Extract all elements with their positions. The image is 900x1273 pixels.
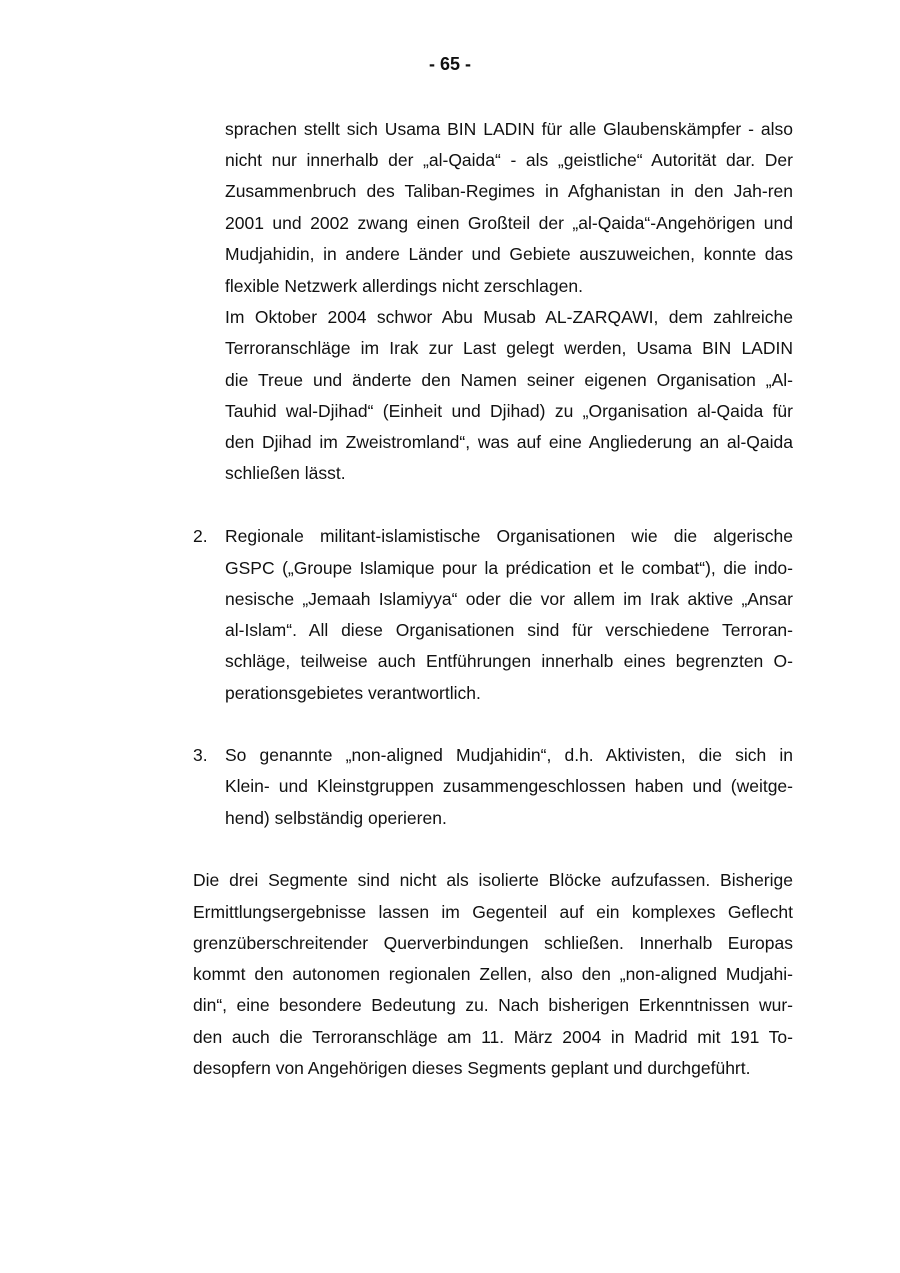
list-number: 3. — [193, 745, 208, 765]
text-line: schließen lässt. — [225, 463, 346, 483]
text-line: grenzüberschreitender Querverbindungen schließen. Innerhalb Europas — [193, 933, 793, 953]
text-line: den auch die Terroranschläge am 11. März 2004 in Madrid mit 191 To- — [193, 1027, 793, 1047]
text-line: desopfern von Angehörigen dieses Segments geplant und durchgeführt. — [193, 1058, 751, 1078]
text-line: Mudjahidin, in andere Länder und Gebiete auszuweichen, konnte das — [225, 244, 793, 264]
text-line: 2001 und 2002 zwang einen Großteil der „al-Qaida“-Angehörigen und — [225, 213, 793, 233]
text-line: Ermittlungsergebnisse lassen im Gegenteil auf ein komplexes Geflecht — [193, 902, 793, 922]
text-line: hend) selbständig operieren. — [225, 808, 447, 828]
text-line: flexible Netzwerk allerdings nicht zerschlagen. — [225, 276, 583, 296]
text-line: GSPC („Groupe Islamique pour la prédication et le combat“), die indo- — [225, 558, 793, 578]
text-line: die Treue und änderte den Namen seiner eigenen Organisation „Al- — [225, 370, 793, 390]
text-line: nicht nur innerhalb der „al-Qaida“ - als „geistliche“ Autorität dar. Der — [225, 150, 793, 170]
text-line: Die drei Segmente sind nicht als isolierte Blöcke aufzufassen. Bisherige — [193, 870, 793, 890]
text-line: Regionale militant-islamistische Organisationen wie die algerische — [225, 526, 793, 546]
text-line: Terroranschläge im Irak zur Last gelegt werden, Usama BIN LADIN — [225, 338, 793, 358]
text-line: Klein- und Kleinstgruppen zusammengeschlossen haben und (weitge- — [225, 776, 793, 796]
list-number: 2. — [193, 526, 208, 546]
text-line: den Djihad im Zweistromland“, was auf eine Angliederung an al-Qaida — [225, 432, 793, 452]
text-line: al-Islam“. All diese Organisationen sind für verschiedene Terroran- — [225, 620, 793, 640]
text-line: din“, eine besondere Bedeutung zu. Nach bisherigen Erkenntnissen wur- — [193, 995, 793, 1015]
text-line: kommt den autonomen regionalen Zellen, also den „non-aligned Mudjahi- — [193, 964, 793, 984]
page-number: - 65 - — [428, 54, 471, 74]
text-line: nesische „Jemaah Islamiyya“ oder die vor allem im Irak aktive „Ansar — [225, 589, 793, 609]
text-line: Tauhid wal-Djihad“ (Einheit und Djihad) zu „Organisation al-Qaida für — [225, 401, 793, 421]
text-line: schläge, teilweise auch Entführungen innerhalb eines begrenzten O- — [225, 651, 793, 671]
text-line: Im Oktober 2004 schwor Abu Musab AL-ZARQAWI, dem zahlreiche — [225, 307, 793, 327]
text-line: sprachen stellt sich Usama BIN LADIN für alle Glaubenskämpfer - also — [225, 119, 793, 139]
text-line: Zusammenbruch des Taliban-Regimes in Afghanistan in den Jah-ren — [225, 181, 793, 201]
text-line: So genannte „non-aligned Mudjahidin“, d.h. Aktivisten, die sich in — [225, 745, 793, 765]
text-line: perationsgebietes verantwortlich. — [225, 683, 481, 703]
